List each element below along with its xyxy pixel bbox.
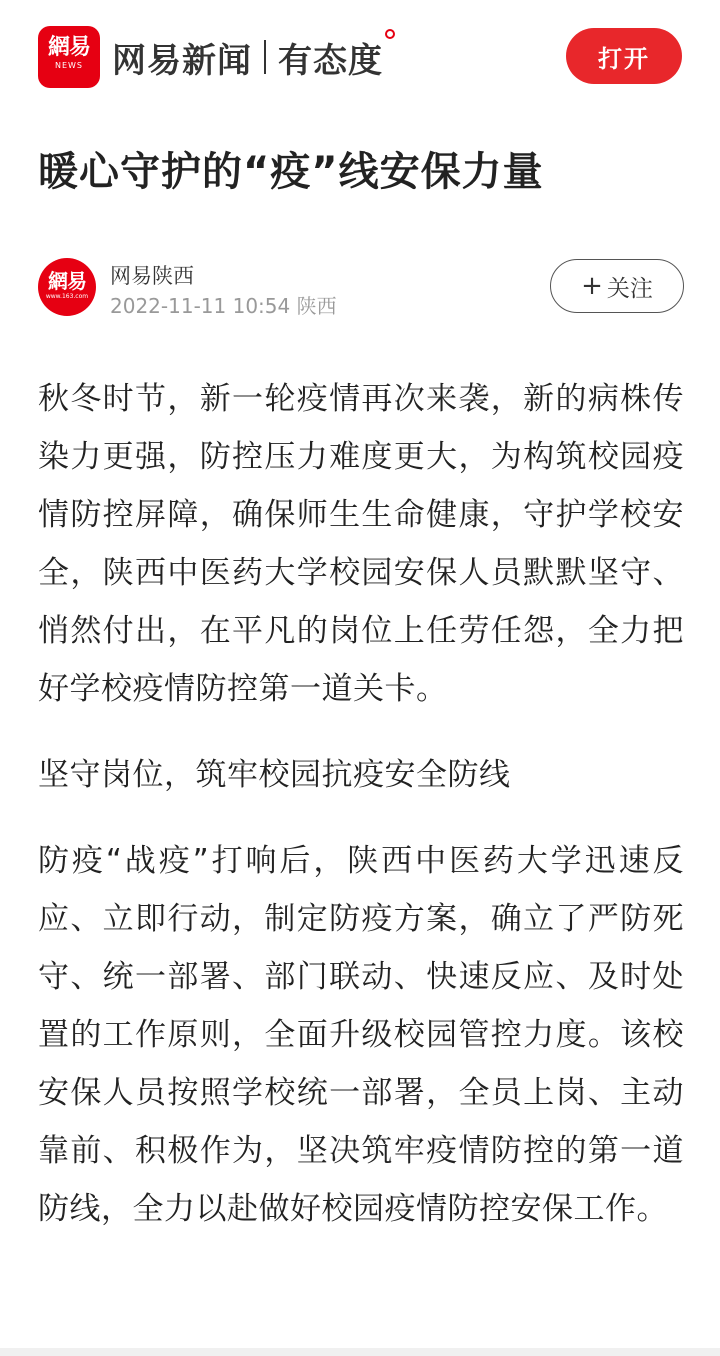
article-title: 暖心守护的“疫”线安保力量 xyxy=(38,149,544,195)
netease-news-logo[interactable] xyxy=(38,26,100,88)
paragraph: 秋冬时节，新一轮疫情再次来袭，新的病株传染力更强，防控压力难度更大，为构筑校园疫情防控屏障，确保师生生命健康，守护学校安全，陕西中医药大学校园安保人员默默坚守、悄然付出，在平凡的岗位上任劳任怨，全力把好学校疫情防控第一道关卡。 xyxy=(38,381,684,707)
follow-label: 关注 xyxy=(606,275,653,302)
follow-button[interactable] xyxy=(550,259,684,313)
publish-meta: 2022-11-11 10:54 陕西 xyxy=(110,294,337,318)
brand-divider xyxy=(264,40,266,74)
brand-name: 网易新闻 xyxy=(112,40,252,81)
logo-text: 網易 xyxy=(47,35,90,60)
registered-dot-icon xyxy=(385,29,395,39)
app-header xyxy=(0,0,720,112)
logo-subtext: NEWS xyxy=(54,61,84,70)
brand-wordmark xyxy=(112,32,383,82)
brand-slogan: 有态度 xyxy=(278,33,383,82)
author-avatar[interactable] xyxy=(38,258,96,316)
paragraph: 防疫“战疫”打响后，陕西中医药大学迅速反应、立即行动，制定防疫方案，确立了严防死守、统一部署、部门联动、快速反应、及时处置的工作原则，全面升级校园管控力度。该校安保人员按照学校统一部署，全员上岗、主动靠前、积极作为，坚决筑牢疫情防控的第一道防线，全力以赴做好校园疫情防控安保工作。 xyxy=(38,843,684,1227)
bottom-edge xyxy=(0,1348,720,1356)
article-body xyxy=(38,370,684,1238)
avatar-text: 網易 xyxy=(48,269,86,293)
section-heading: 坚守岗位，筑牢校园抗疫安全防线 xyxy=(38,757,511,793)
avatar-subtext: www.163.com xyxy=(45,293,89,300)
author-name[interactable]: 网易陕西 xyxy=(110,264,194,288)
author-info xyxy=(38,256,684,318)
open-app-button[interactable]: 打开 xyxy=(566,28,682,84)
plus-icon: + xyxy=(581,271,603,301)
